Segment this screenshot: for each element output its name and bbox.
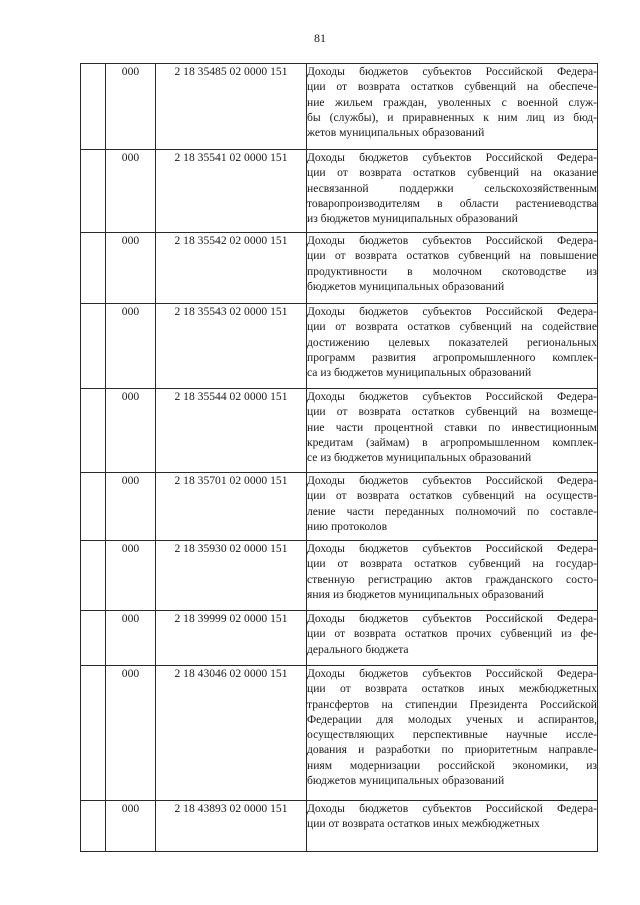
description-line: се из бюджетов муниципальных образований	[307, 451, 532, 465]
description-cell	[307, 666, 598, 801]
description-line: ции от возврата остатков субвенций на осуществ-	[307, 489, 597, 503]
description-line: Доходы бюджетов субъектов Российской Федера-	[307, 667, 597, 680]
description-cell	[307, 233, 598, 304]
description-line: Доходы бюджетов субъектов Российской Федера-	[307, 390, 597, 403]
blank-cell	[81, 233, 106, 304]
description-line: жетов муниципальных образований	[307, 126, 485, 140]
description-line: Доходы бюджетов субъектов Российской Федера-	[307, 542, 597, 555]
income-code-cell: 2 18 39999 02 0000 151	[156, 611, 307, 666]
description-line: нию протоколов	[307, 519, 388, 533]
description-line: ление части переданных полномочий по составле-	[307, 504, 597, 518]
description-line: Доходы бюджетов субъектов Российской Федера-	[307, 234, 597, 247]
description-cell	[307, 150, 598, 233]
description-line: трансфертов на стипендии Президента Российской	[307, 697, 597, 711]
description-line: программ развития агропромышленного комплек-	[307, 350, 597, 364]
description-line: Доходы бюджетов субъектов Российской Федера-	[307, 474, 597, 487]
table-row	[81, 233, 598, 304]
description-line: товаропроизводителям в области растениеводства	[307, 196, 597, 210]
description-line: бы (службы), и приравненных к ним лиц из бюд-	[307, 110, 597, 124]
admin-code-cell: 000	[106, 666, 156, 801]
description-line: бюджетов муниципальных образований	[307, 279, 505, 293]
admin-code-cell: 000	[106, 233, 156, 304]
description-cell	[307, 473, 598, 541]
description-line: Доходы бюджетов субъектов Российской Федера-	[307, 612, 597, 625]
description-cell	[307, 64, 598, 150]
admin-code-cell: 000	[106, 473, 156, 541]
description-line: дерального бюджета	[307, 642, 409, 656]
income-code-cell: 2 18 43893 02 0000 151	[156, 801, 307, 852]
admin-code-cell: 000	[106, 389, 156, 473]
description-line: ции от возврата остатков субвенций на содействие	[307, 320, 597, 334]
description-line: ции от возврата остатков иных межбюджетных	[307, 682, 597, 696]
blank-cell	[81, 473, 106, 541]
description-line: Доходы бюджетов субъектов Российской Федера-	[307, 65, 597, 78]
description-cell	[307, 304, 598, 389]
description-line: ции от возврата остатков иных межбюджетных	[307, 817, 540, 831]
blank-cell	[81, 150, 106, 233]
description-line: Доходы бюджетов субъектов Российской Федера-	[307, 151, 597, 164]
income-code-cell: 2 18 35485 02 0000 151	[156, 64, 307, 150]
table-row	[81, 64, 598, 150]
table-row	[81, 150, 598, 233]
blank-cell	[81, 389, 106, 473]
description-cell	[307, 389, 598, 473]
description-line: из бюджетов муниципальных образований	[307, 212, 518, 226]
budget-classification-table	[80, 63, 598, 852]
description-line: ции от возврата остатков субвенций на оказание	[307, 166, 597, 180]
admin-code-cell: 000	[106, 304, 156, 389]
table-row	[81, 611, 598, 666]
table-row	[81, 801, 598, 852]
description-line: осуществляющих перспективные научные иссле-	[307, 728, 597, 742]
description-line: продуктивности в молочном скотоводстве из	[307, 264, 597, 278]
description-line: ние части процентной ставки по инвестиционным	[307, 420, 597, 434]
description-line: ние жильем граждан, уволенных с военной служ-	[307, 95, 597, 109]
table-row	[81, 666, 598, 801]
description-line: Доходы бюджетов субъектов Российской Федера-	[307, 802, 597, 815]
admin-code-cell: 000	[106, 64, 156, 150]
description-line: ции от возврата остатков субвенций на повышение	[307, 249, 597, 263]
description-line: ции от возврата остатков субвенций на государ-	[307, 557, 597, 571]
page-number: 81	[314, 31, 326, 45]
blank-cell	[81, 64, 106, 150]
table-body	[81, 64, 598, 852]
description-line: дования и разработки по приоритетным направле-	[307, 743, 597, 757]
description-line: ции от возврата остатков субвенций на возмеще-	[307, 405, 597, 419]
blank-cell	[81, 541, 106, 611]
description-line: ниям модернизации российской экономики, из	[307, 758, 597, 772]
description-line: са из бюджетов муниципальных образований	[307, 366, 532, 380]
admin-code-cell: 000	[106, 541, 156, 611]
description-cell	[307, 611, 598, 666]
table-row	[81, 304, 598, 389]
description-line: яния из бюджетов муниципальных образований	[307, 587, 544, 601]
table-row	[81, 389, 598, 473]
income-code-cell: 2 18 43046 02 0000 151	[156, 666, 307, 801]
admin-code-cell: 000	[106, 611, 156, 666]
income-code-cell: 2 18 35543 02 0000 151	[156, 304, 307, 389]
blank-cell	[81, 304, 106, 389]
description-line: ции от возврата остатков субвенций на обеспече-	[307, 80, 597, 94]
admin-code-cell: 000	[106, 801, 156, 852]
income-code-cell: 2 18 35701 02 0000 151	[156, 473, 307, 541]
description-line: Федерации для молодых ученых и аспирантов,	[307, 712, 597, 726]
admin-code-cell: 000	[106, 150, 156, 233]
table-row	[81, 541, 598, 611]
description-line: кредитам (займам) в агропромышленном комплек-	[307, 435, 597, 449]
income-code-cell: 2 18 35541 02 0000 151	[156, 150, 307, 233]
description-cell	[307, 541, 598, 611]
description-line: Доходы бюджетов субъектов Российской Федера-	[307, 305, 597, 318]
blank-cell	[81, 666, 106, 801]
description-cell	[307, 801, 598, 852]
description-line: ственную регистрацию актов гражданского состо-	[307, 572, 597, 586]
blank-cell	[81, 611, 106, 666]
description-line: бюджетов муниципальных образований	[307, 774, 505, 788]
table-row	[81, 473, 598, 541]
description-line: несвязанной поддержки сельскохозяйственным	[307, 181, 597, 195]
income-code-cell: 2 18 35930 02 0000 151	[156, 541, 307, 611]
blank-cell	[81, 801, 106, 852]
description-line: ции от возврата остатков прочих субвенций из фе-	[307, 627, 597, 641]
description-line: достижению целевых показателей региональных	[307, 335, 597, 349]
income-code-cell: 2 18 35542 02 0000 151	[156, 233, 307, 304]
income-code-cell: 2 18 35544 02 0000 151	[156, 389, 307, 473]
